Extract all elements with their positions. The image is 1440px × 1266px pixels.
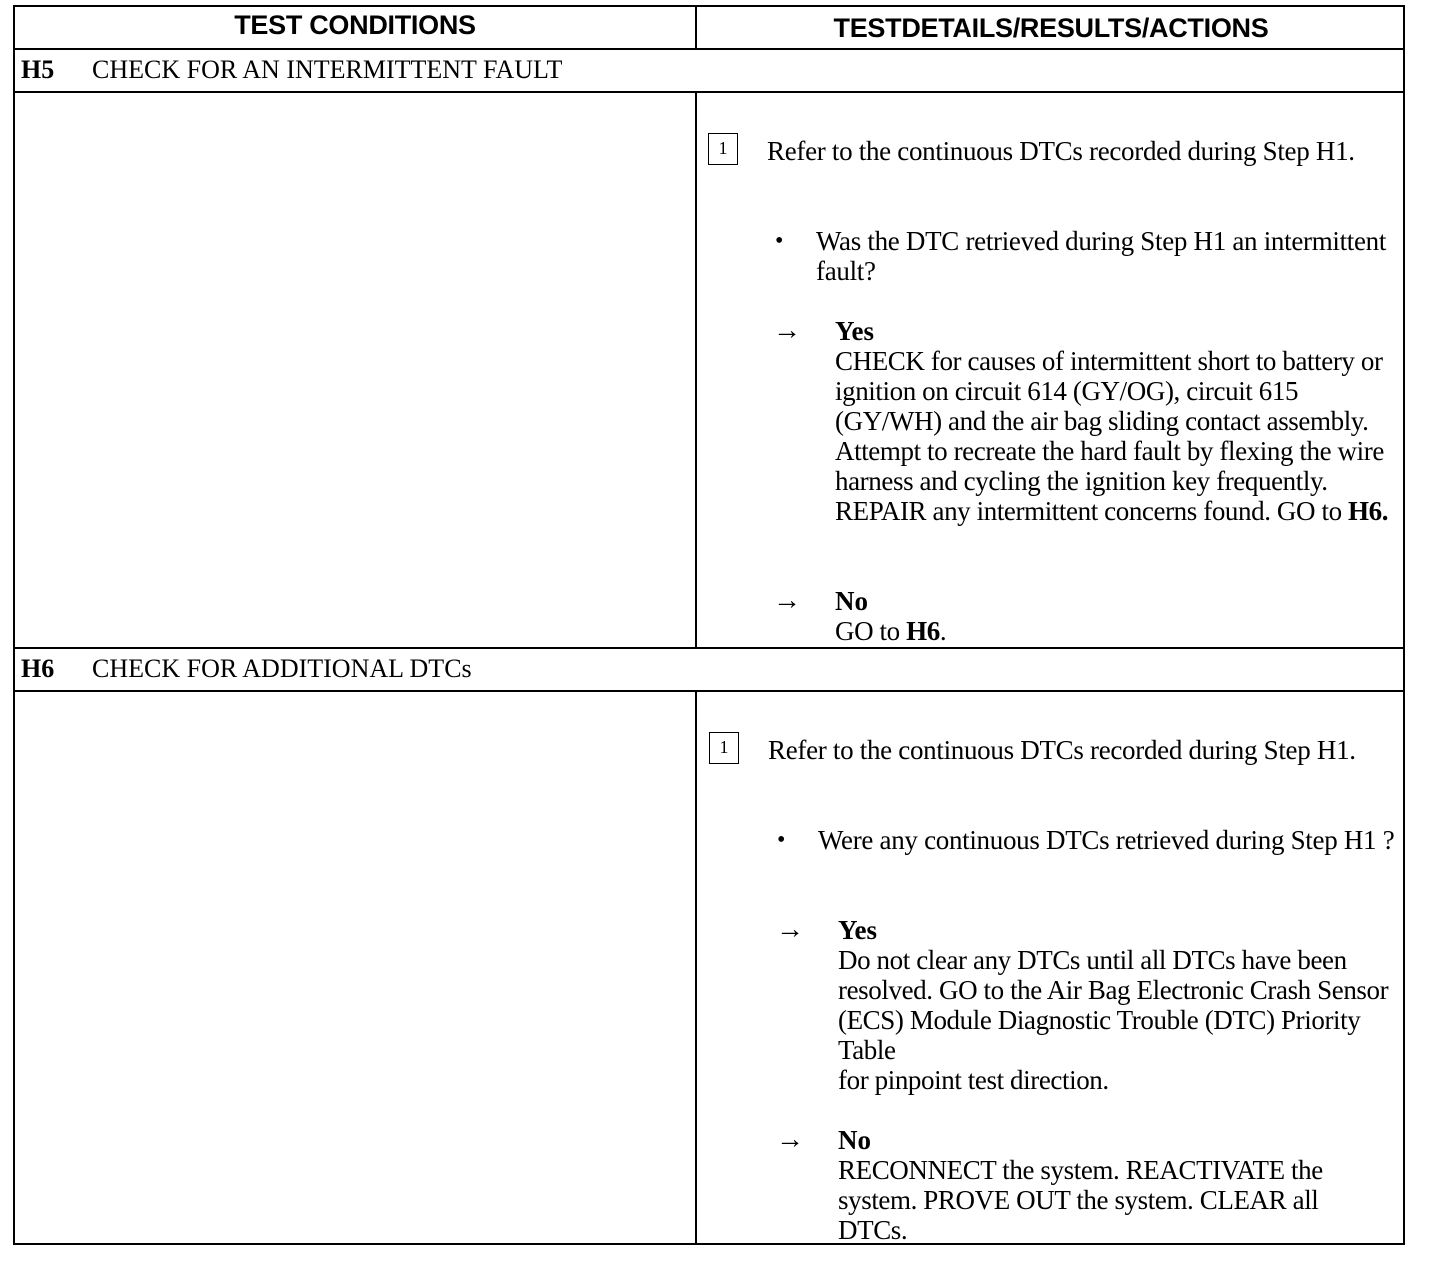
section-h6-conditions-cell bbox=[15, 692, 697, 1243]
bullet-icon: • bbox=[775, 228, 784, 254]
answer-yes-text-continued: for pinpoint test direction. bbox=[838, 1065, 1109, 1095]
answer-no-body: GO to bbox=[835, 616, 900, 646]
answer-yes-text bbox=[835, 346, 1395, 526]
section-h6-title bbox=[15, 649, 1403, 692]
answer-no-text bbox=[835, 616, 1395, 646]
bullet-icon: • bbox=[777, 827, 786, 853]
step-instruction: Refer to the continuous DTCs recorded during Step H1. bbox=[767, 136, 1355, 166]
section-code: H6 bbox=[21, 654, 55, 683]
arrow-right-icon: → bbox=[776, 914, 804, 945]
section-h5-conditions-cell bbox=[15, 93, 697, 647]
arrow-right-icon: → bbox=[773, 315, 801, 346]
answer-no-text: RECONNECT the system. REACTIVATE the system. PROVE OUT the system. CLEAR all DTCs. bbox=[838, 1155, 1323, 1245]
section-h6-details-cell bbox=[699, 692, 1403, 1243]
section-h5-title bbox=[15, 50, 1403, 93]
answer-yes-label: Yes bbox=[838, 915, 877, 945]
table-header bbox=[15, 7, 1403, 50]
step-number-box: 1 bbox=[708, 133, 738, 165]
header-test-conditions: TEST CONDITIONS bbox=[15, 7, 697, 48]
goto-step-link: H6 bbox=[1348, 496, 1382, 526]
section-h5-details-cell bbox=[699, 93, 1403, 647]
answer-no-label: No bbox=[835, 586, 868, 616]
diagnostic-table bbox=[13, 5, 1405, 1245]
arrow-right-icon: → bbox=[776, 1124, 804, 1155]
goto-step-link: H6 bbox=[906, 616, 940, 646]
section-title-text: CHECK FOR ADDITIONAL DTCs bbox=[92, 654, 472, 683]
step-instruction: Refer to the continuous DTCs recorded during Step H1. bbox=[768, 735, 1356, 765]
step-number-box: 1 bbox=[709, 732, 739, 764]
header-test-details: TESTDETAILS/RESULTS/ACTIONS bbox=[833, 13, 1269, 43]
answer-yes-label: Yes bbox=[835, 316, 874, 346]
step-question: Was the DTC retrieved during Step H1 an intermittent fault? bbox=[816, 226, 1387, 286]
answer-yes-body: CHECK for causes of intermittent short to battery or ignition on circuit 614 (GY/OG), circuit 615 (GY/WH) and the air bag sliding contact assembly. Attempt to recreate the hard fault by flexing the wire harness and cycling the ignition key frequently. REPAIR any intermittent concerns found. GO to bbox=[835, 346, 1384, 526]
step-question: Were any continuous DTCs retrieved during Step H1 ? bbox=[818, 825, 1395, 855]
period: . bbox=[1381, 496, 1389, 526]
section-title-text: CHECK FOR AN INTERMITTENT FAULT bbox=[92, 55, 563, 84]
answer-yes-text: Do not clear any DTCs until all DTCs have been resolved. GO to the Air Bag Electronic Crash Sensor (ECS) Module Diagnostic Trouble (DTC) Priority Table bbox=[838, 945, 1389, 1065]
answer-no-label: No bbox=[838, 1125, 871, 1155]
arrow-right-icon: → bbox=[773, 585, 801, 616]
section-code: H5 bbox=[21, 55, 55, 84]
period: . bbox=[939, 616, 947, 646]
